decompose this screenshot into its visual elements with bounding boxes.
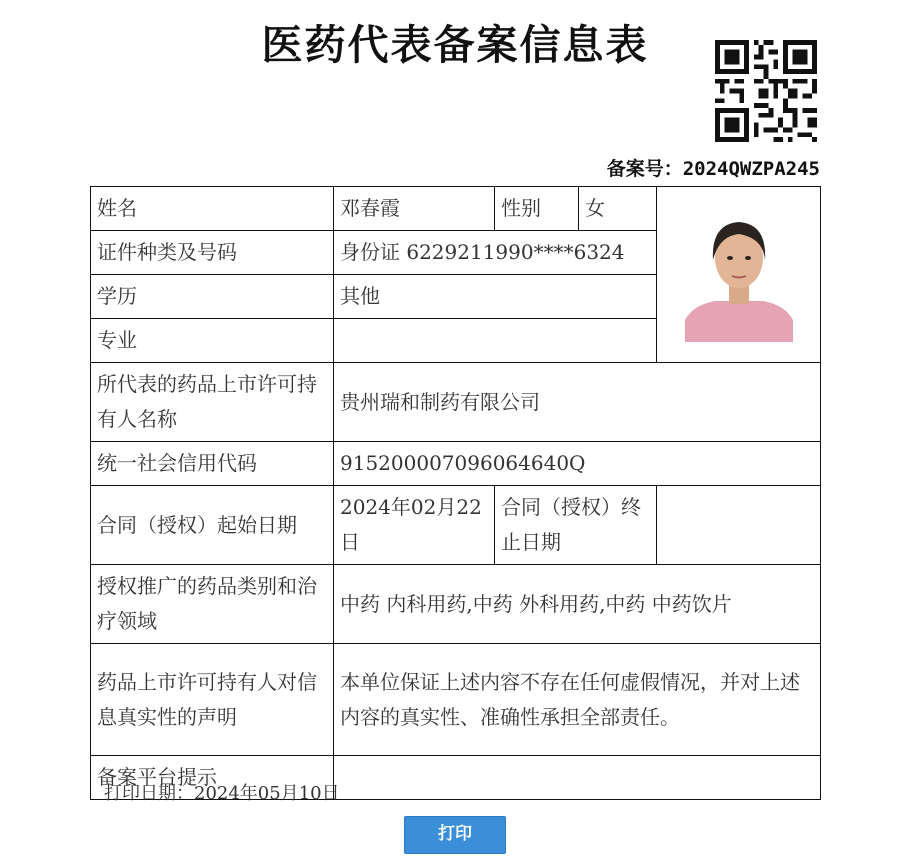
gender-label: 性别 <box>495 187 579 231</box>
print-date <box>104 779 340 805</box>
name-value: 邓春霞 <box>334 187 495 231</box>
platform-note-label: 备案平台提示 <box>91 756 334 800</box>
record-number-label: 备案号： <box>606 158 683 180</box>
gender-value: 女 <box>579 187 657 231</box>
print-date-label: 打印日期： <box>104 783 194 804</box>
major-label: 专业 <box>91 319 334 363</box>
declaration-value: 本单位保证上述内容不存在任何虚假情况，并对上述内容的真实性、准确性承担全部责任。 <box>334 644 821 756</box>
print-button[interactable]: 打印 <box>404 816 506 854</box>
record-number <box>607 154 820 181</box>
mah-label: 所代表的药品上市许可持有人名称 <box>91 363 334 442</box>
info-table <box>90 186 821 800</box>
category-value: 中药 内科用药,中药 外科用药,中药 中药饮片 <box>334 565 821 644</box>
contract-start-value: 2024年02月22日 <box>334 486 495 565</box>
education-label: 学历 <box>91 275 334 319</box>
photo-cell <box>657 187 821 363</box>
mah-value: 贵州瑞和制药有限公司 <box>334 363 821 442</box>
major-value <box>334 319 657 363</box>
education-value: 其他 <box>334 275 657 319</box>
page-title: 医药代表备案信息表 <box>261 21 649 69</box>
contract-end-label: 合同（授权）终止日期 <box>495 486 657 565</box>
name-label: 姓名 <box>91 187 334 231</box>
qr-code <box>715 40 817 142</box>
portrait-photo <box>685 208 793 342</box>
contract-end-value <box>657 486 821 565</box>
declaration-label: 药品上市许可持有人对信息真实性的声明 <box>91 644 334 756</box>
category-label: 授权推广的药品类别和治疗领域 <box>91 565 334 644</box>
print-date-value: 2024年05月10日 <box>194 783 340 804</box>
record-number-value: 2024QWZPA245 <box>682 158 820 180</box>
credit-code-label: 统一社会信用代码 <box>91 442 334 486</box>
id-value: 身份证 6229211990****6324 <box>334 231 657 275</box>
contract-start-label: 合同（授权）起始日期 <box>91 486 334 565</box>
platform-note-value <box>334 756 821 800</box>
credit-code-value: 915200007096064640Q <box>334 442 821 486</box>
id-label: 证件种类及号码 <box>91 231 334 275</box>
